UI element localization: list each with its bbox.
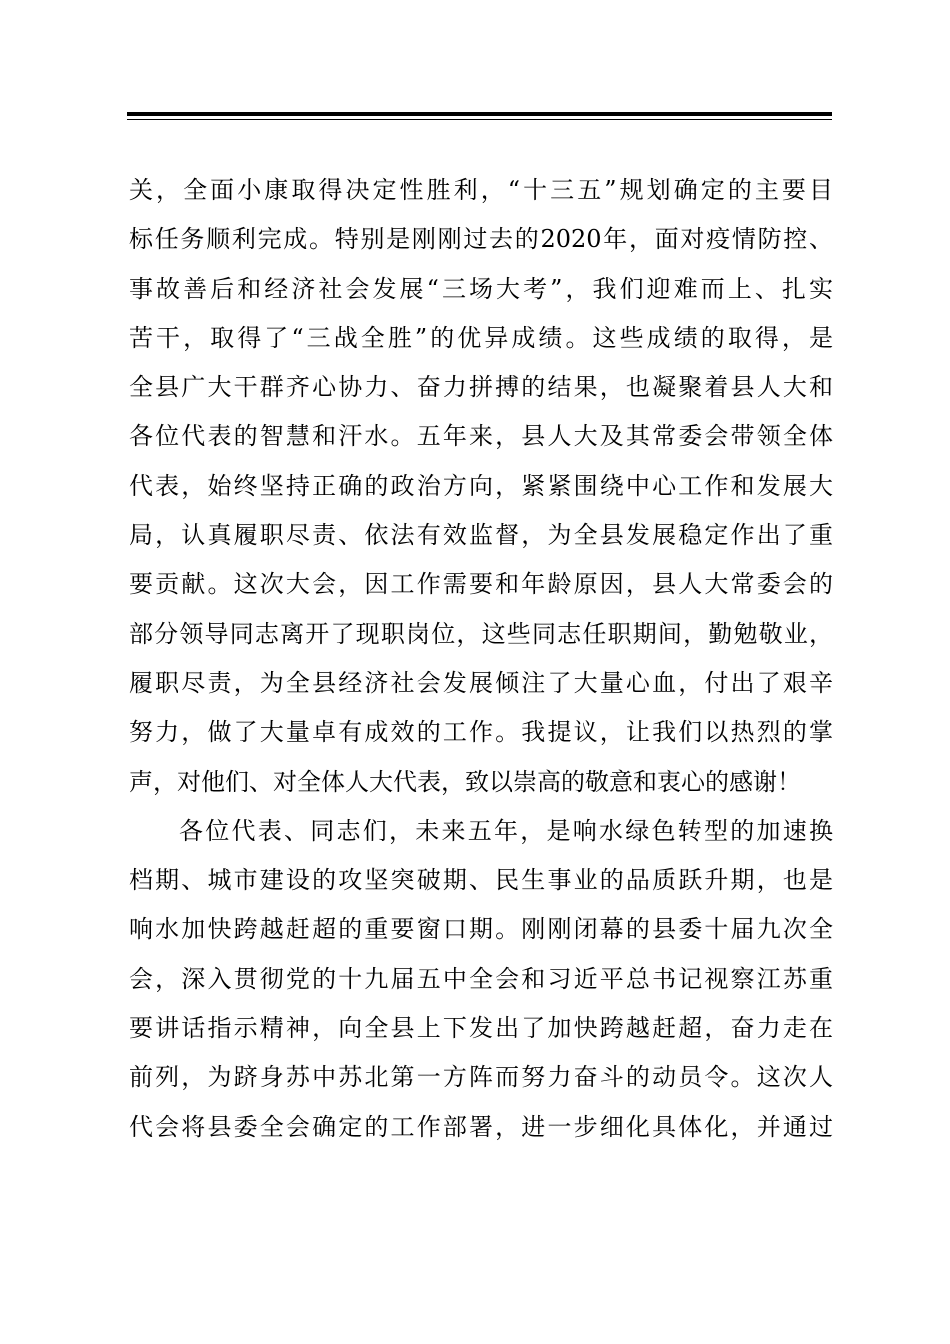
text-line: 全县广大干群齐心协力、奋力拼搏的结果，也凝聚着县人大和 [129,373,833,402]
text-line: 要讲话指示精神，向全县上下发出了加快跨越赶超，奋力走在 [129,1014,833,1043]
text-line: 努力，做了大量卓有成效的工作。我提议，让我们以热烈的掌 [129,718,833,747]
text-line: 关，全面小康取得决定性胜利，“十三五”规划确定的主要目 [129,176,833,204]
text-line: 档期、城市建设的攻坚突破期、民生事业的品质跃升期，也是 [129,866,833,895]
text-line: 声，对他们、对全体人大代表，致以崇高的敬意和衷心的感谢！ [129,767,801,796]
text-line: 前列，为跻身苏中苏北第一方阵而努力奋斗的动员令。这次人 [129,1063,833,1092]
text-line: 代表，始终坚持正确的政治方向，紧紧围绕中心工作和发展大 [129,471,833,500]
paragraph-1 [129,166,833,807]
text-line: 会，深入贯彻党的十九届五中全会和习近平总书记视察江苏重 [129,964,833,993]
text-line: 要贡献。这次大会，因工作需要和年龄原因，县人大常委会的 [129,570,833,599]
text-line: 局，认真履职尽责、依法有效监督，为全县发展稳定作出了重 [129,521,833,550]
text-line: 苦干，取得了“三战全胜”的优异成绩。这些成绩的取得，是 [129,323,833,352]
header-rule-thin [127,119,832,120]
header-rule-thick [127,112,832,116]
paragraph-2 [129,807,833,1152]
text-line: 部分领导同志离开了现职岗位，这些同志任职期间，勤勉敬业， [129,619,833,648]
document-body [129,166,833,1152]
text-line: 各位代表、同志们，未来五年，是响水绿色转型的加速换 [179,816,833,845]
text-line: 各位代表的智慧和汗水。五年来，县人大及其常委会带领全体 [129,422,833,451]
text-line: 事故善后和经济社会发展“三场大考”，我们迎难而上、扎实 [129,274,833,303]
text-line: 代会将县委全会确定的工作部署，进一步细化具体化，并通过 [129,1112,833,1141]
text-line: 响水加快跨越赶超的重要窗口期。刚刚闭幕的县委十届九次全 [129,915,833,944]
text-line: 标任务顺利完成。特别是刚刚过去的2020年，面对疫情防控、 [129,225,833,254]
text-line: 履职尽责，为全县经济社会发展倾注了大量心血，付出了艰辛 [129,668,833,697]
